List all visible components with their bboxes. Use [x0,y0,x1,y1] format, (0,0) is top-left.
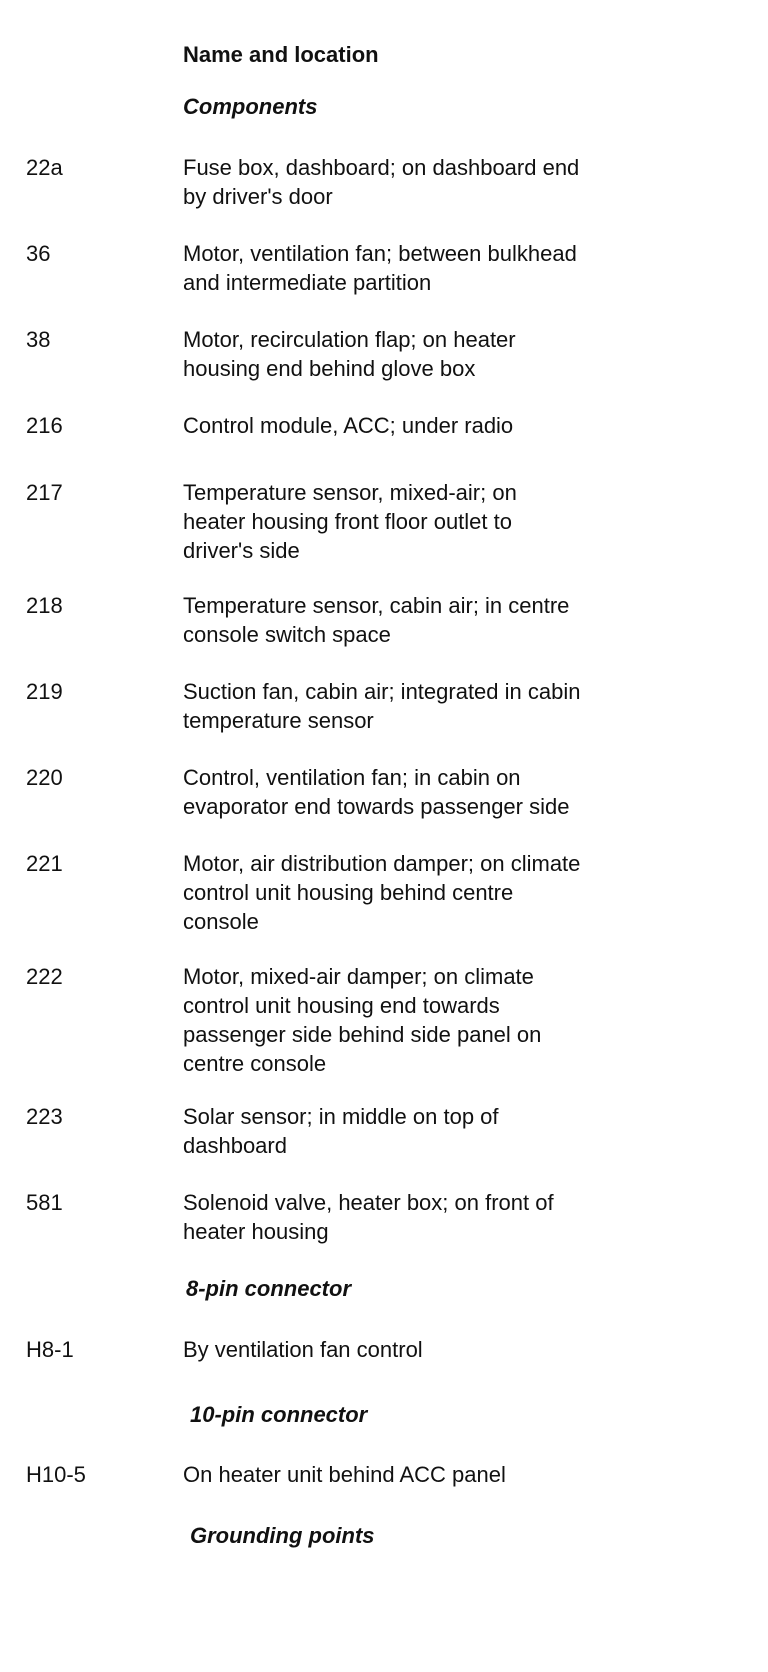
entry-description: Control module, ACC; under radio [183,413,514,438]
entry-description: Solar sensor; in middle on top of dashboard [183,1104,499,1158]
entry-description: Motor, recirculation flap; on heater housing end behind glove box [183,327,516,381]
entry-description: Temperature sensor, mixed-air; on heater housing front floor outlet to driver's side [183,480,517,563]
section-title-grounding-points: Grounding points [190,1523,375,1548]
entry-description: On heater unit behind ACC panel [183,1462,506,1487]
entry-description: Temperature sensor, cabin air; in centre console switch space [183,593,570,647]
entry-code: 218 [26,593,63,618]
section-title-8-pin-connector: 8-pin connector [186,1276,352,1301]
entry-code: H10-5 [26,1462,86,1487]
column-header: Name and location [183,42,379,67]
entry-code: 222 [26,964,63,989]
entry-code: 38 [26,327,51,352]
entry-description: By ventilation fan control [183,1337,423,1362]
entry-code: 216 [26,413,63,438]
entry-description: Suction fan, cabin air; integrated in cabin temperature sensor [183,679,581,733]
entry-description: Motor, ventilation fan; between bulkhead and intermediate partition [183,241,577,295]
entry-code: 36 [26,241,51,266]
entry-code: H8-1 [26,1337,74,1362]
entry-description: Solenoid valve, heater box; on front of heater housing [183,1190,554,1244]
entry-description: Control, ventilation fan; in cabin on evaporator end towards passenger side [183,765,570,819]
entry-code: 221 [26,851,63,876]
entry-code: 220 [26,765,63,790]
entry-code: 219 [26,679,63,704]
entry-description: Fuse box, dashboard; on dashboard end by driver's door [183,155,580,209]
entry-code: 217 [26,480,63,505]
entry-description: Motor, mixed-air damper; on climate control unit housing end towards passenger side behind side panel on centre console [183,964,542,1076]
entry-code: 581 [26,1190,63,1215]
entry-code: 22a [26,155,63,180]
entry-description: Motor, air distribution damper; on climate control unit housing behind centre console [183,851,581,934]
section-title-10-pin-connector: 10-pin connector [190,1402,368,1427]
entry-code: 223 [26,1104,63,1129]
section-title-components: Components [183,94,318,119]
